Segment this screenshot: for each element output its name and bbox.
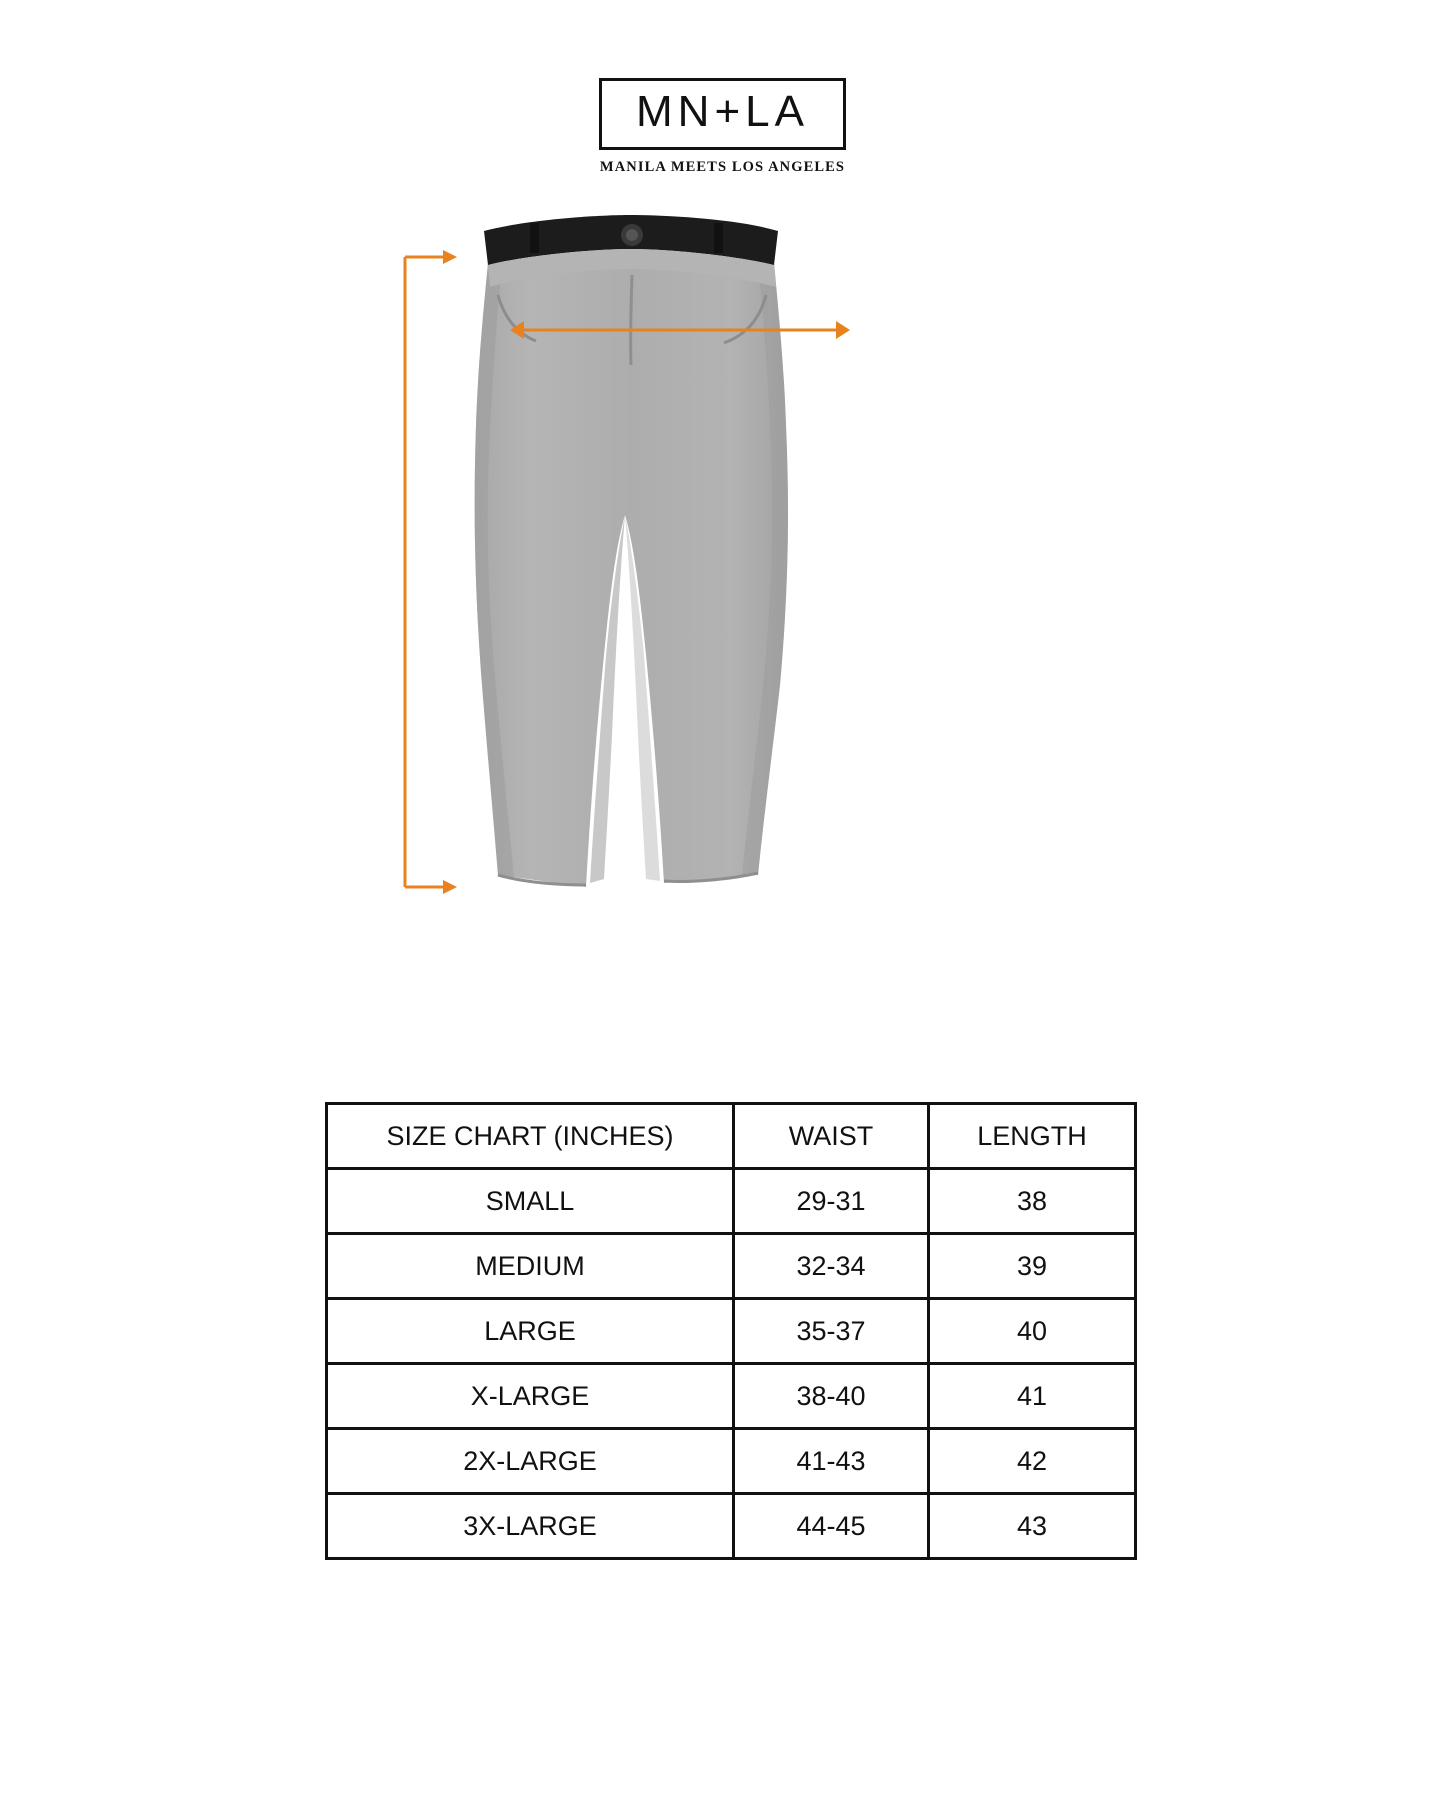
row-length: 40 — [929, 1299, 1136, 1364]
row-length: 38 — [929, 1169, 1136, 1234]
size-chart-table — [325, 1102, 1137, 1560]
header-waist: WAIST — [734, 1104, 929, 1169]
brand-logo — [0, 78, 1445, 176]
row-size: 3X-LARGE — [327, 1494, 734, 1559]
logo-tagline: MANILA MEETS LOS ANGELES — [599, 159, 846, 176]
table-row — [327, 1364, 1136, 1429]
table-row — [327, 1494, 1136, 1559]
logo-text: MN+LA — [636, 87, 809, 136]
table-header-row — [327, 1104, 1136, 1169]
table-row — [327, 1234, 1136, 1299]
row-waist: 38-40 — [734, 1364, 929, 1429]
table-row — [327, 1429, 1136, 1494]
table-row — [327, 1169, 1136, 1234]
row-waist: 29-31 — [734, 1169, 929, 1234]
row-length: 41 — [929, 1364, 1136, 1429]
header-length: LENGTH — [929, 1104, 1136, 1169]
product-image-area — [0, 215, 1445, 935]
row-waist: 32-34 — [734, 1234, 929, 1299]
row-size: MEDIUM — [327, 1234, 734, 1299]
table-row — [327, 1299, 1136, 1364]
row-size: SMALL — [327, 1169, 734, 1234]
length-measure-arrow — [395, 215, 465, 915]
row-waist: 41-43 — [734, 1429, 929, 1494]
row-size: 2X-LARGE — [327, 1429, 734, 1494]
row-length: 42 — [929, 1429, 1136, 1494]
waist-measure-arrow — [510, 315, 850, 345]
row-length: 39 — [929, 1234, 1136, 1299]
logo-box — [599, 78, 846, 150]
row-size: LARGE — [327, 1299, 734, 1364]
row-waist: 35-37 — [734, 1299, 929, 1364]
row-length: 43 — [929, 1494, 1136, 1559]
row-size: X-LARGE — [327, 1364, 734, 1429]
row-waist: 44-45 — [734, 1494, 929, 1559]
header-size-chart: SIZE CHART (INCHES) — [327, 1104, 734, 1169]
size-chart-table-wrap — [325, 1102, 1125, 1560]
